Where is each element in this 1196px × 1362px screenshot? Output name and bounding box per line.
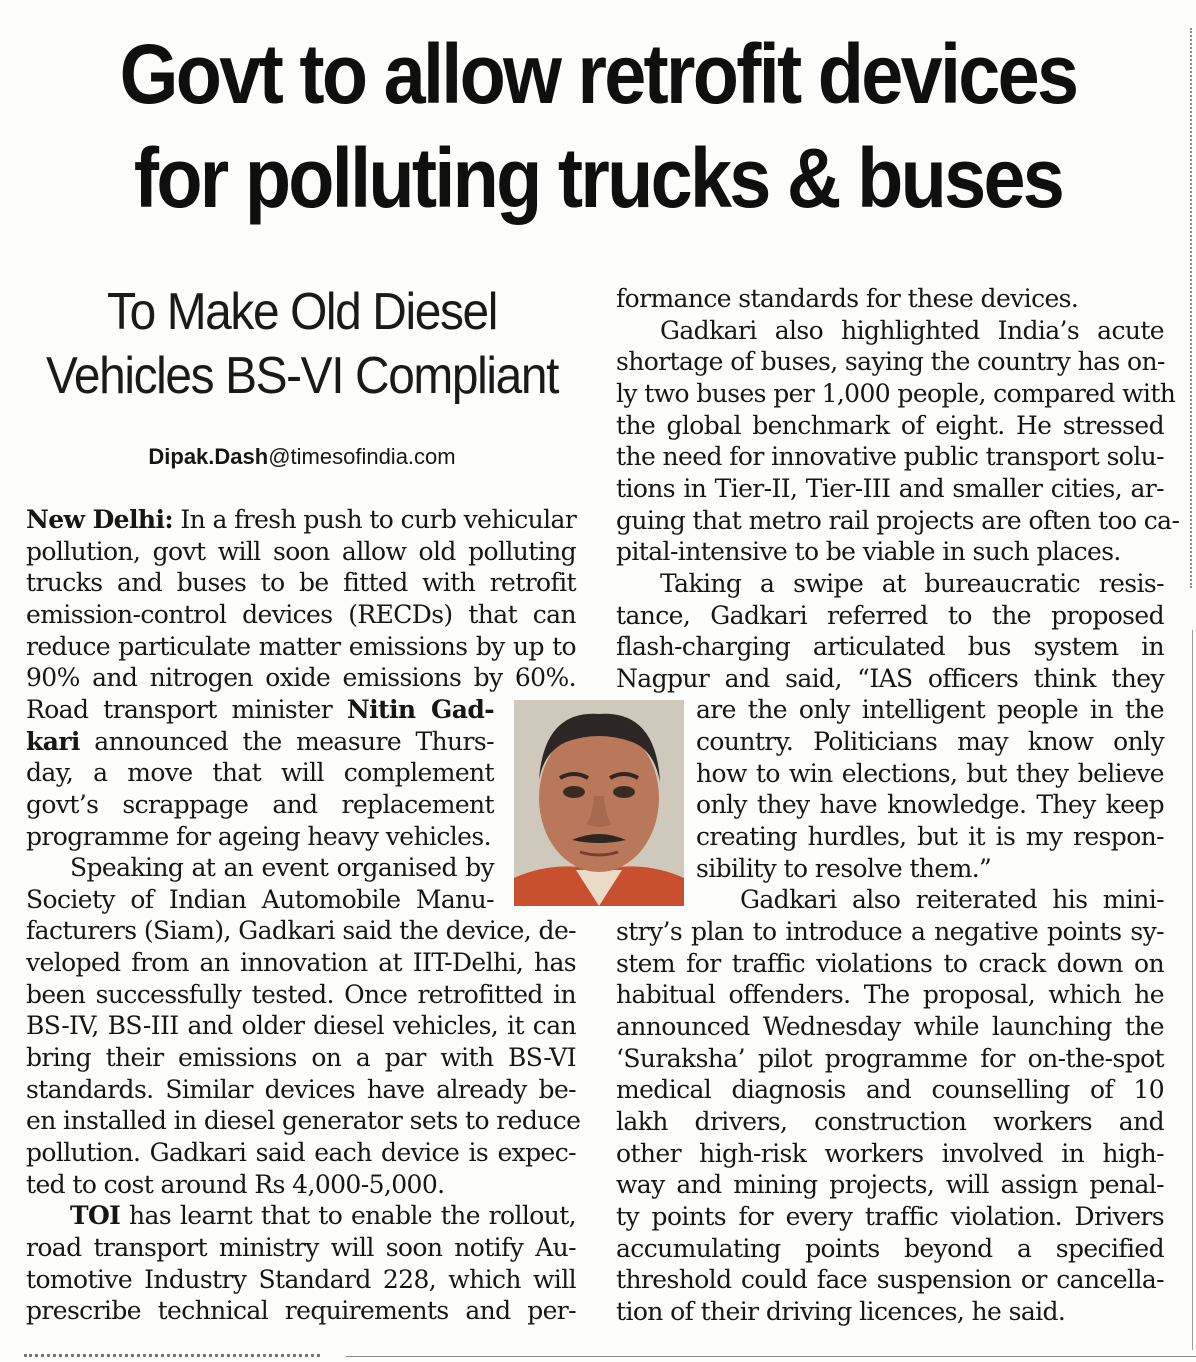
article-text-line: facturers (Siam), Gadkari said the device, de- [26,916,576,946]
bold-text: TOI [70,1201,121,1231]
portrait-photo-icon [514,700,684,906]
article-text-line: trucks and buses to be fitted with retrofit [26,568,576,598]
article-text-line: ty points for every traffic violation. Drivers [616,1201,1164,1231]
article-text-line: Speaking at an event organised by [70,853,494,883]
article-text-line: tions in Tier-II, Tier-III and smaller cities, ar- [616,473,1164,503]
article-text-line: tomotive Industry Standard 228, which will [26,1264,576,1294]
bold-text: Nitin Gad- [346,694,494,724]
article-text-line: veloped from an innovation at IIT-Delhi, has [26,948,576,978]
byline-domain: @timesofindia.com [268,444,456,469]
subheadline-line-1: To Make Old Diesel [107,283,497,341]
article-text-line: bring their emissions on a par with BS-VI [26,1043,576,1073]
article-text-line: pollution, govt will soon allow old polluting [26,536,576,566]
article-text-line: ‘Suraksha’ pilot programme for on-the-spot [616,1043,1164,1073]
article-text-line [26,726,494,758]
text-span: In a fresh push to curb vehicular [172,505,577,534]
article-text-line: reduce particulate matter emissions by up to [26,631,576,661]
byline-name: Dipak.Dash [148,444,269,469]
article-text-line: Taking a swipe at bureaucratic resis- [660,568,1164,598]
article-text-line: guing that metro rail projects are often too ca- [616,505,1180,535]
article-text-line: way and mining projects, will assign penal- [616,1170,1164,1200]
footer-solid-rule [346,1356,1196,1357]
article-text-line: tance, Gadkari referred to the proposed [616,600,1164,630]
article-text-line: other high-risk workers involved in high- [616,1138,1164,1168]
article-text-line: accumulating points beyond a specified [616,1233,1164,1263]
article-text-line: the need for innovative public transport solu- [616,442,1164,472]
subheadline [44,280,559,408]
article-text-line [26,1200,576,1232]
article-text-line: prescribe technical requirements and per- [26,1296,576,1326]
article-text-line: formance standards for these devices. [616,284,1079,313]
article-text-line: stry’s plan to introduce a negative points sy- [616,917,1164,946]
article-text-line: sibility to resolve them.” [696,853,992,883]
article-text-line: Gadkari also reiterated his mini- [740,885,1164,915]
article-text-line: Nagpur and said, “IAS officers think they [616,663,1164,693]
article-text-line: emission-control devices (RECDs) that can [26,599,576,629]
article-text-line: BS-IV, BS-III and older diesel vehicles, it can [26,1011,576,1041]
column-divider-solid [1192,630,1193,1350]
article-text-line: shortage of buses, saying the country has on- [616,347,1165,377]
article-text-line: pollution. Gadkari said each device is expec- [26,1138,576,1167]
article-text-line: govt’s scrappage and replacement [26,789,494,819]
article-text-line: creating hurdles, but it is my respon- [696,822,1164,852]
article-text-line: en installed in diesel generator sets to reduce [26,1106,581,1136]
article-text-line: ted to cost around Rs 4,000-5,000. [26,1169,445,1199]
article-text-line: ly two buses per 1,000 people, compared with [616,378,1176,408]
article-text-line: threshold could face suspension or cancella- [616,1265,1164,1295]
text-span: Road transport minister [26,694,347,724]
article-text-line: flash-charging articulated bus system in [616,632,1164,662]
column-divider-dotted [1190,28,1192,588]
article-text-line: road transport ministry will soon notify Au- [26,1232,576,1262]
headline-line-2: for polluting trucks & buses [133,131,1063,225]
article-text-line: day, a move that will complement [26,758,494,788]
article-text-line: been successfully tested. Once retrofitted in [26,979,576,1009]
byline [22,444,582,470]
article-text-line: only they have knowledge. They keep [696,790,1164,820]
article-text-line: are the only intelligent people in the [696,695,1164,725]
article-text-line: tion of their driving licences, he said. [616,1296,1066,1326]
article-text-line: Society of Indian Automobile Manu- [26,884,494,914]
article-text-line: announced Wednesday while launching the [616,1011,1164,1041]
portrait-photo [514,700,684,906]
text-span: announced the measure Thurs- [79,726,494,756]
article-text-line: the global benchmark of eight. He stressed [616,410,1164,440]
article-text-line [26,504,576,536]
article-text-line: medical diagnosis and counselling of 10 [616,1075,1164,1105]
article-text-line: pital-intensive to be viable in such places. [616,537,1121,567]
article-text-line: country. Politicians may know only [696,727,1164,757]
article-text-line: programme for ageing heavy vehicles. [26,821,491,851]
footer-dotted-rule [24,1354,320,1357]
article-text-line: habitual offenders. The proposal, which he [616,980,1164,1010]
article-text-line: standards. Similar devices have already be- [26,1074,576,1104]
article-text-line: Gadkari also highlighted India’s acute [660,315,1164,345]
article-text-line [26,694,494,726]
text-span: has learnt that to enable the rollout, [120,1201,576,1231]
headline-line-1: Govt to allow retrofit devices [119,27,1077,121]
subheadline-line-2: Vehicles BS-VI Compliant [46,347,558,405]
article-text-line: lakh drivers, construction workers and [616,1106,1164,1136]
article-text-line: how to win elections, but they believe [696,758,1164,788]
bold-text: kari [26,726,80,756]
bold-text: New Delhi: [26,505,173,534]
article-text-line: 90% and nitrogen oxide emissions by 60%. [26,663,576,693]
article-text-line: stem for traffic violations to crack down on [616,948,1164,978]
headline [60,22,1136,230]
